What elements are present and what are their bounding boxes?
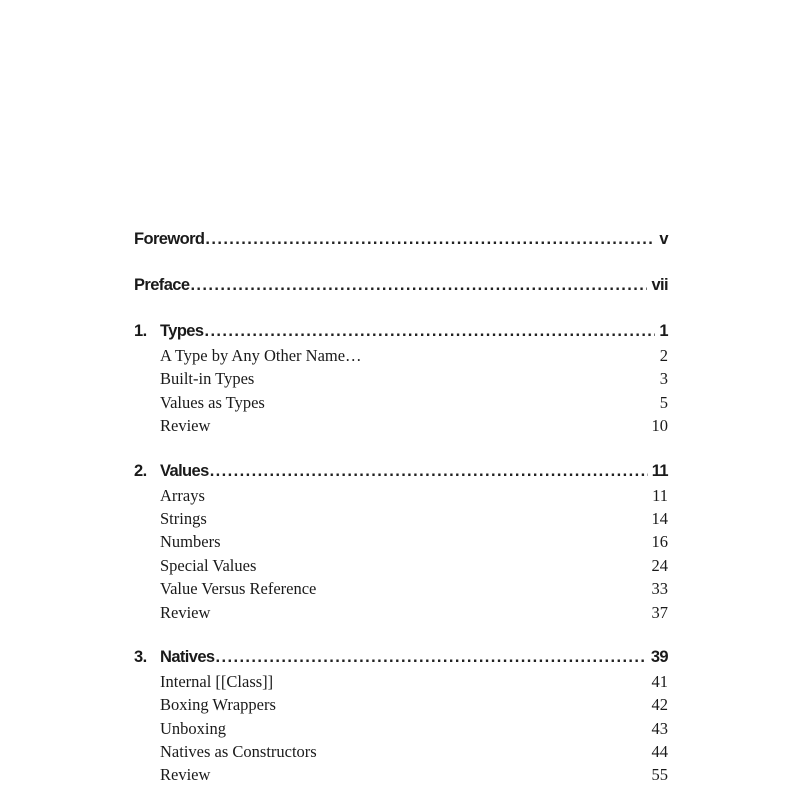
chapter-page: 39: [650, 647, 668, 666]
toc-section[interactable]: [134, 344, 668, 367]
section-spacer: [134, 298, 668, 318]
dot-leader: [190, 272, 647, 298]
dot-leader: [205, 226, 655, 252]
table-of-contents: [134, 226, 668, 787]
toc-chapter-2[interactable]: [134, 458, 668, 484]
toc-entry-page: vii: [651, 276, 668, 294]
section-title: Review: [160, 765, 211, 785]
section-page: 3: [659, 369, 668, 389]
section-page: 11: [652, 485, 668, 505]
dot-leader: [204, 318, 655, 344]
toc-chapter-3[interactable]: [134, 644, 668, 670]
dot-leader: [210, 458, 648, 484]
section-title: Numbers: [160, 532, 221, 552]
section-title: Boxing Wrappers: [160, 695, 276, 715]
section-page: 42: [651, 695, 668, 715]
section-title: Special Values: [160, 555, 257, 575]
toc-section[interactable]: [134, 693, 668, 716]
section-title: Arrays: [160, 485, 205, 505]
section-title: Natives as Constructors: [160, 742, 317, 762]
section-page: 41: [651, 671, 668, 691]
section-page: 10: [651, 416, 668, 436]
chapter-1-sections: [134, 344, 668, 438]
toc-section[interactable]: [134, 391, 668, 414]
toc-entry-preface[interactable]: [134, 272, 668, 298]
chapter-number: 3.: [134, 647, 147, 666]
section-title: Unboxing: [160, 718, 226, 738]
chapter-number: 1.: [134, 322, 147, 340]
section-title: Value Versus Reference: [160, 579, 317, 599]
chapter-title: Natives: [160, 647, 215, 666]
chapter-title: Types: [160, 322, 204, 340]
section-page: 5: [659, 392, 668, 412]
section-page: 2: [659, 346, 668, 365]
toc-section[interactable]: [134, 670, 668, 693]
toc-entry-title: Preface: [134, 276, 190, 294]
section-page: 33: [651, 579, 668, 599]
toc-section[interactable]: [134, 740, 668, 763]
chapter-page: 11: [651, 461, 668, 480]
toc-section[interactable]: [134, 507, 668, 530]
section-title: Built-in Types: [160, 369, 255, 389]
chapter-number: 2.: [134, 461, 147, 480]
toc-section[interactable]: [134, 367, 668, 390]
chapter-title: Values: [160, 461, 209, 480]
section-spacer: [134, 438, 668, 458]
chapter-page: 1: [659, 322, 668, 340]
section-page: 43: [651, 718, 668, 738]
toc-section[interactable]: [134, 484, 668, 507]
section-title: Strings: [160, 508, 207, 528]
section-page: 37: [651, 602, 668, 622]
toc-entry-page: v: [659, 230, 668, 248]
toc-section[interactable]: [134, 554, 668, 577]
toc-section[interactable]: [134, 717, 668, 740]
toc-section[interactable]: [134, 577, 668, 600]
section-spacer: [134, 624, 668, 644]
toc-entry-foreword[interactable]: [134, 226, 668, 252]
toc-entry-title: Foreword: [134, 230, 205, 248]
section-page: 16: [651, 532, 668, 552]
section-title: Review: [160, 602, 211, 622]
chapter-3-sections: [134, 670, 668, 787]
toc-section[interactable]: [134, 530, 668, 553]
toc-chapter-1[interactable]: [134, 318, 668, 344]
section-page: 44: [651, 742, 668, 762]
chapter-2-sections: [134, 484, 668, 624]
section-spacer: [134, 252, 668, 272]
section-page: 14: [651, 508, 668, 528]
toc-section[interactable]: [134, 414, 668, 437]
section-title: A Type by Any Other Name…: [160, 346, 362, 365]
section-page: 24: [651, 555, 668, 575]
dot-leader: [216, 644, 647, 670]
section-page: 55: [651, 765, 668, 785]
section-title: Internal [[Class]]: [160, 671, 274, 691]
section-title: Review: [160, 416, 211, 436]
toc-section[interactable]: [134, 601, 668, 624]
toc-section[interactable]: [134, 763, 668, 786]
section-title: Values as Types: [160, 392, 265, 412]
